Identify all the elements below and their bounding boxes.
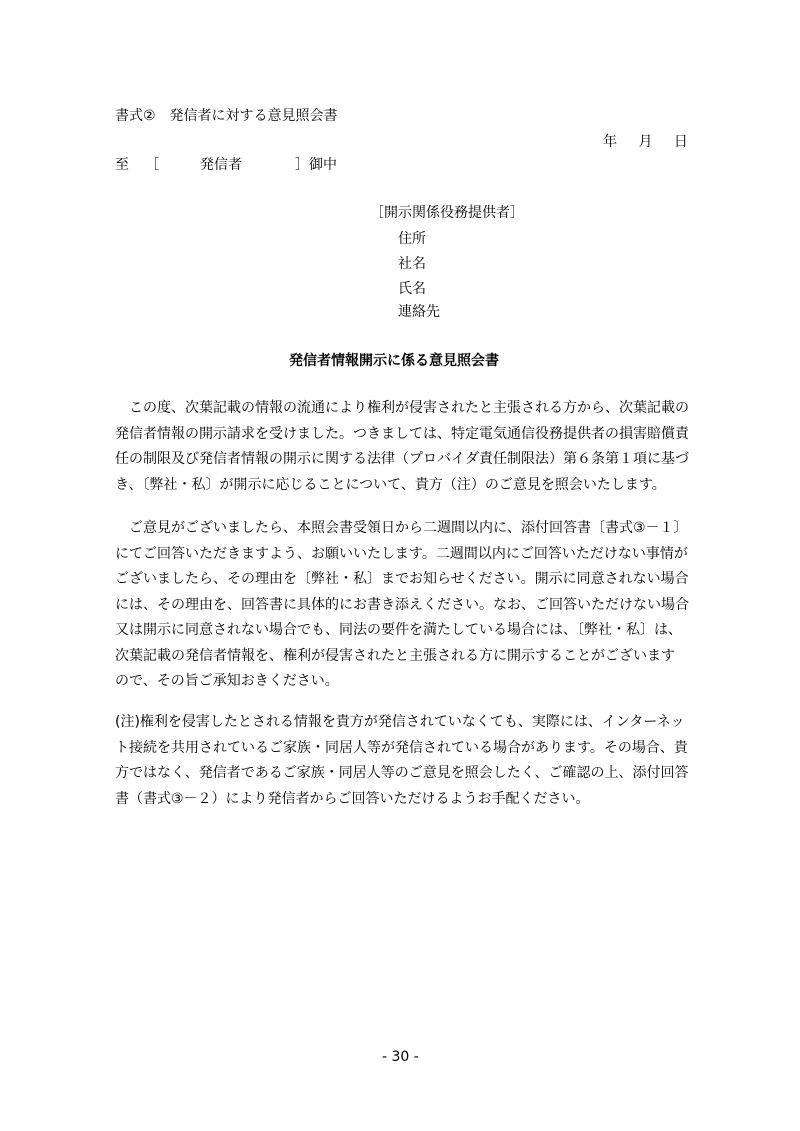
paragraph-line: 次葉記載の発信者情報を、権利が侵害されたと主張される方に開示することがございます (115, 647, 675, 664)
document-title: 発信者情報開示に係る意見照会書 (289, 353, 499, 369)
paragraph-line: 任の制限及び発信者情報の開示に関する法律（プロバイダ責任制限法）第６条第１項に基づ (115, 451, 689, 467)
sender-label: ［開示関係役務提供者］ (370, 205, 524, 221)
paragraph-inquiry (115, 396, 693, 498)
paragraph-line: ので、その旨ご承知おきください。 (115, 673, 339, 689)
addressee-prefix: 至 (115, 157, 129, 173)
date-line (603, 134, 688, 151)
paragraph-line: 発信者情報の開示請求を受けました。つきましては、特定電気通信役務提供者の損害賠償責 (115, 425, 689, 442)
paragraph-line: 書（書式③－２）により発信者からご回答いただけるようお手配ください。 (115, 790, 590, 807)
paragraph-line: ご意見がございましたら、本照会書受領日から二週間以内に、添付回答書〔書式③－１〕 (115, 520, 688, 536)
addressee-open-bracket: ［ (145, 157, 159, 173)
date-year-label: 年 (603, 134, 617, 150)
form-label: 書式② 発信者に対する意見照会書 (115, 108, 338, 124)
sender-address-field: 住所 (398, 231, 426, 247)
paragraph-line: にてご回答いただきますよう、お願いいたします。二週間以内にご回答いただけない事情が (115, 545, 688, 562)
paragraph-line: 方ではなく、発信者であるご家族・同居人等のご意見を照会したく、ご確認の上、添付回答 (115, 765, 689, 781)
date-day-label: 日 (673, 134, 688, 150)
paragraph-line: 又は開示に同意されない場合でも、同法の要件を満たしている場合には、〔弊社・私〕は、 (115, 622, 682, 638)
paragraph-line: (注)権利を侵害したとされる情報を貴方が発信されていなくても、実際には、インターネッ (115, 714, 685, 730)
paragraph-line: この度、次葉記載の情報の流通により権利が侵害されたと主張される方から、次葉記載の (115, 400, 689, 416)
paragraph-response-request (115, 516, 693, 695)
paragraph-line: ト接続を共用されているご家族・同居人等が発信されている場合があります。その場合、貴 (115, 739, 688, 756)
paragraph-line: には、その理由を、回答書に具体的にお書き添えください。なお、ご回答いただけない場合 (115, 596, 689, 613)
sender-name-field: 氏名 (398, 281, 426, 297)
page-number: - 30 - (382, 1049, 419, 1065)
addressee-suffix: ］御中 (295, 157, 337, 173)
paragraph-line: ございましたら、その理由を〔弊社・私〕までお知らせください。開示に同意されない場合 (115, 571, 689, 587)
date-month-label: 月 (638, 134, 653, 150)
sender-company-field: 社名 (398, 256, 426, 272)
sender-contact-field: 連絡先 (398, 304, 440, 320)
addressee-name: 発信者 (200, 157, 242, 173)
paragraph-note (115, 710, 693, 812)
paragraph-line: き、〔弊社・私〕が開示に応じることについて、貴方（注）のご意見を照会いたします。 (115, 476, 666, 493)
